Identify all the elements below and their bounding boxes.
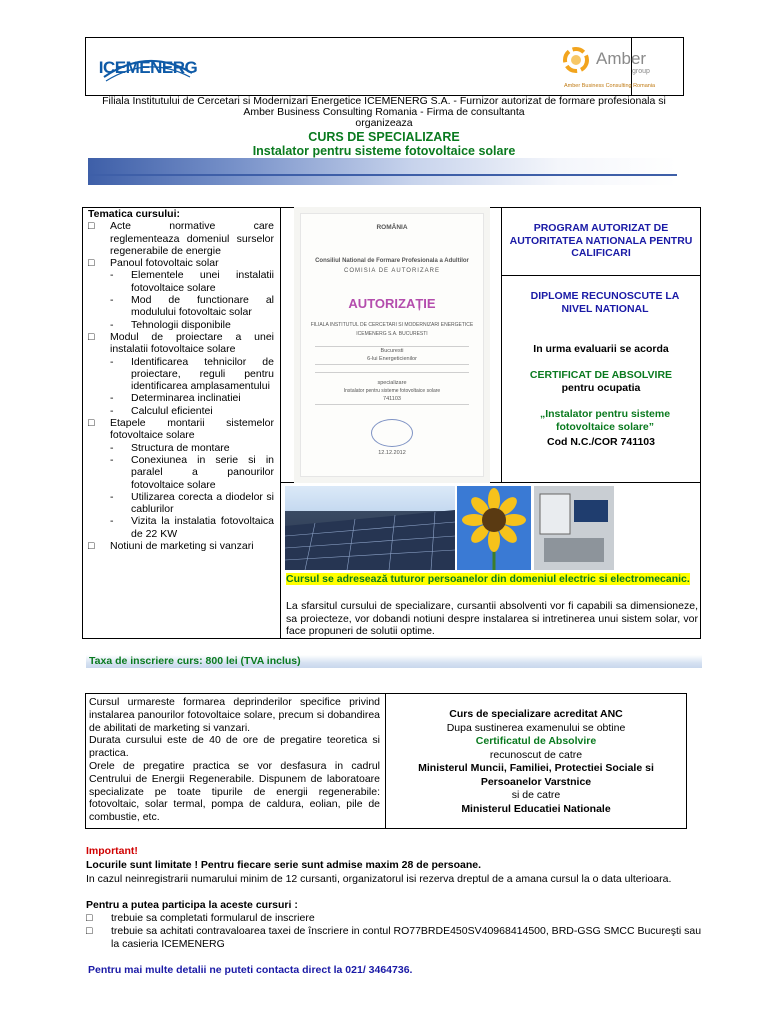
course-name: Instalator pentru sisteme fotovoltaice solare: [252, 144, 516, 158]
tematica-subitem: [88, 356, 274, 393]
adresare-highlight-text: Cursul se adresează tuturor persoanelor din domeniul electric si electromecanic.: [286, 573, 690, 585]
course-type: CURS DE SPECIALIZARE: [308, 130, 460, 144]
diplome-recunoscute: DIPLOME RECUNOSCUTE LA NIVEL NATIONAL: [530, 290, 680, 315]
header-line-2: Amber Business Consulting Romania - Firma de consultanta: [243, 106, 525, 118]
checkbox-bullet-icon: □: [88, 417, 95, 430]
cert-country: ROMÂNIA: [376, 224, 408, 231]
tematica-subitem-text: Elementele unei instalatii fotovoltaice solare: [131, 269, 274, 294]
tematica-item: [88, 540, 274, 552]
tematica-subitem-text: Mod de functionare al modulului fotovoltaic solar: [131, 294, 274, 319]
tematica-item-text: Modul de proiectare a unei instalatii fotovoltaice solare: [110, 330, 274, 356]
header-line-3: organizeaza: [355, 117, 413, 129]
important-l1: Locurile sunt limitate ! Pentru fiecare serie sunt admise maxim 28 de persoane.: [86, 859, 482, 871]
cert-city: ICEMENERG S.A. BUCURESTI: [356, 331, 428, 337]
amber-logo-text: Amber: [596, 49, 647, 68]
info-right-l1: Curs de specializare acreditat ANC: [449, 708, 623, 720]
adresare-highlight: [286, 573, 696, 586]
info-right-l6: si de catre: [511, 789, 561, 801]
dash-bullet-icon: -: [110, 453, 114, 466]
decorative-bar: [88, 158, 677, 185]
cert-line: [315, 364, 469, 365]
tematica-title: Tematica cursului:: [88, 208, 180, 220]
info-left-p1: Cursul urmareste formarea deprinderilor specifice privind instalarea panourilor fotovoltaice solare, precum si dobandirea de abilitati de marketing si vanzari.: [89, 696, 380, 734]
tematica-subitem-text: Calculul eficientei: [131, 404, 213, 417]
tematica-subitem: [88, 491, 274, 516]
icemenerg-logo: [98, 43, 198, 87]
info-left-p3: Orele de pregatire practica se vor desfasura in cadrul Centrului de Energii Regenerabile. Dispunem de laboratoare specializate pe toate tipurile de energii regenerabile: fotovoltaic, solar termal, pompa de caldura, eolian, pile de combustie, etc.: [89, 759, 380, 824]
checkbox-bullet-icon: □: [88, 540, 95, 553]
info-right-l5: Ministerul Muncii, Familiei, Protectiei Sociale si Persoanelor Varstnice: [418, 762, 654, 788]
tematica-subitem: [88, 392, 274, 404]
checkbox-bullet-icon: □: [88, 330, 95, 343]
tematica-subitem-text: Utilizarea corecta a diodelor si cablurilor: [131, 490, 274, 516]
cert-heading: AUTORIZAȚIE: [348, 296, 436, 311]
ocupatia-label: pentru ocupatia: [561, 382, 641, 394]
decorative-bar-line: [88, 174, 677, 176]
info-right-l7: Ministerul Educatiei Nationale: [461, 802, 611, 815]
tematica-subitem: [88, 319, 274, 331]
cert-council: Consiliul National de Formare Profesionala a Adultilor: [315, 258, 469, 264]
amber-logo-caption: Amber Business Consulting Romania: [564, 83, 656, 89]
tematica-subitem: [88, 515, 274, 540]
icemenerg-logo-text: ICEMENERG: [98, 58, 198, 77]
cert-commission: COMISIA DE AUTORIZARE: [344, 268, 440, 274]
header-line-1: Filiala Institutului de Cercetari si Modernizari Energetice ICEMENERG S.A. - Furnizor autorizat de formare profesionala si: [102, 95, 666, 107]
checkbox-bullet-icon: □: [86, 912, 93, 924]
cert-loc: Bucuresti: [380, 348, 404, 354]
contact-line: Pentru mai multe detalii ne puteti contacta direct la 021/ 3464736.: [88, 964, 413, 976]
cert-org: FILIALA INSTITUTUL DE CERCETARI SI MODERNIZARI ENERGETICE: [310, 322, 474, 328]
tematica-item-text: Acte normative care reglementeaza domeniul surselor regenerabile de energie: [110, 220, 274, 257]
important-title: Important!: [86, 845, 138, 857]
important-bullet-2-text: trebuie sa achitati contravaloarea taxei de înscriere in contul RO77BRDE450SV40968414500, BRD-GSG SMCC Bucureşti sau la casieria ICEMENERG: [111, 925, 702, 950]
tematica-item: [88, 417, 274, 442]
tematica-subitem-text: Vizita la instalatia fotovoltaica de 22 KW: [131, 515, 274, 540]
cert-line: [315, 346, 469, 347]
tematica: [88, 208, 274, 552]
dash-bullet-icon: -: [110, 392, 114, 405]
sunflower-photo: [457, 486, 531, 570]
cert-date: 12.12.2012: [378, 450, 406, 456]
tematica-subitem: [88, 294, 274, 319]
dash-bullet-icon: -: [110, 269, 114, 282]
amber-logo: [560, 40, 670, 90]
lab-photo: [534, 486, 614, 570]
dash-bullet-icon: -: [110, 490, 114, 503]
cert-code: 741103: [383, 396, 401, 402]
main-table-divider-left: [280, 207, 281, 639]
info-right: [386, 708, 686, 816]
checkbox-bullet-icon: □: [88, 220, 95, 233]
cert-sector: 6-lui Energeticienilor: [367, 356, 417, 362]
checkbox-bullet-icon: □: [86, 925, 93, 937]
important-l3: Pentru a putea participa la aceste cursuri :: [86, 899, 298, 911]
taxa-inscriere: Taxa de inscriere curs: 800 lei (TVA inclus): [86, 655, 702, 668]
tematica-item: [88, 220, 274, 257]
info-right-l4: recunoscut de catre: [489, 748, 583, 761]
cert-line: [315, 372, 469, 373]
photo-row-top-line: [281, 482, 701, 483]
important-l2: In cazul neinregistrarii numarului minim de 12 cursanti, organizatorul isi rezerva dreptul de a amana cursul la o data ulterioara.: [86, 873, 672, 885]
tematica-list: [88, 220, 274, 552]
dash-bullet-icon: -: [110, 318, 114, 331]
cod-cor: Cod N.C./COR 741103: [547, 436, 655, 448]
tematica-subitem: [88, 405, 274, 417]
right-panel-separator: [501, 275, 701, 276]
tematica-subitem: [88, 269, 274, 294]
authorization-certificate: [300, 213, 484, 477]
program-autorizat: PROGRAM AUTORIZAT DE AUTORITATEA NATIONALA PENTRU CALIFICARI: [509, 222, 693, 259]
tematica-item: [88, 331, 274, 356]
tematica-item-text: Etapele montarii sistemelor fotovoltaice solare: [110, 417, 274, 442]
amber-logo-sub: group: [632, 68, 650, 75]
tematica-subitem-text: Conexiunea in serie si in paralel a panourilor fotovoltaice solare: [131, 453, 274, 491]
dash-bullet-icon: -: [110, 294, 114, 307]
solar-panels-photo: [285, 486, 455, 570]
tematica-subitem: [88, 442, 274, 454]
dash-bullet-icon: -: [110, 515, 114, 528]
checkbox-bullet-icon: □: [88, 257, 95, 270]
adresare-body: La sfarsitul cursului de specializare, cursantii absolventi vor fi capabili sa dimensioneze, sa proiecteze, vor dobandi notiuni despre instalarea si intretinerea unui sistem solar, vor face propuneri de solutii optime.: [286, 600, 698, 637]
dash-bullet-icon: -: [110, 404, 114, 417]
tematica-subitem-text: Tehnologii disponibile: [131, 318, 231, 331]
info-left-p2: Durata cursului este de 40 de ore de pregatire teoretica si practica.: [89, 734, 380, 760]
info-left: [89, 696, 380, 824]
ocupatie-nume: „Instalator pentru sisteme fotovoltaice solare”: [539, 408, 671, 433]
cert-program: Instalator pentru sisteme fotovoltaice solare: [343, 388, 441, 394]
dash-bullet-icon: -: [110, 441, 114, 454]
info-right-l2: Dupa sustinerea examenului se obtine: [446, 721, 626, 734]
tematica-item-text: Panoul fotovoltaic solar: [110, 257, 219, 270]
tematica-subitem-text: Structura de montare: [131, 441, 230, 454]
tematica-subitem: [88, 454, 274, 491]
dash-bullet-icon: -: [110, 355, 114, 368]
cert-line: [315, 404, 469, 405]
tematica-subitem-text: Identificarea tehnicilor de proiectare, reguli pentru identificarea amplasamentului: [131, 355, 274, 393]
important-bullet-1-text: trebuie sa completati formularul de inscriere: [111, 912, 315, 924]
cert-stamp-icon: [371, 419, 413, 447]
info-right-l3: Certificatul de Absolvire: [475, 735, 597, 747]
tematica-item: [88, 257, 274, 269]
evaluare-text: In urma evaluarii se acorda: [533, 343, 669, 355]
cert-specialty: specializare: [377, 380, 407, 386]
certificat-absolvire: CERTIFICAT DE ABSOLVIRE: [529, 369, 673, 381]
tematica-item-text: Notiuni de marketing si vanzari: [110, 540, 254, 553]
tematica-subitem-text: Determinarea inclinatiei: [131, 392, 241, 405]
